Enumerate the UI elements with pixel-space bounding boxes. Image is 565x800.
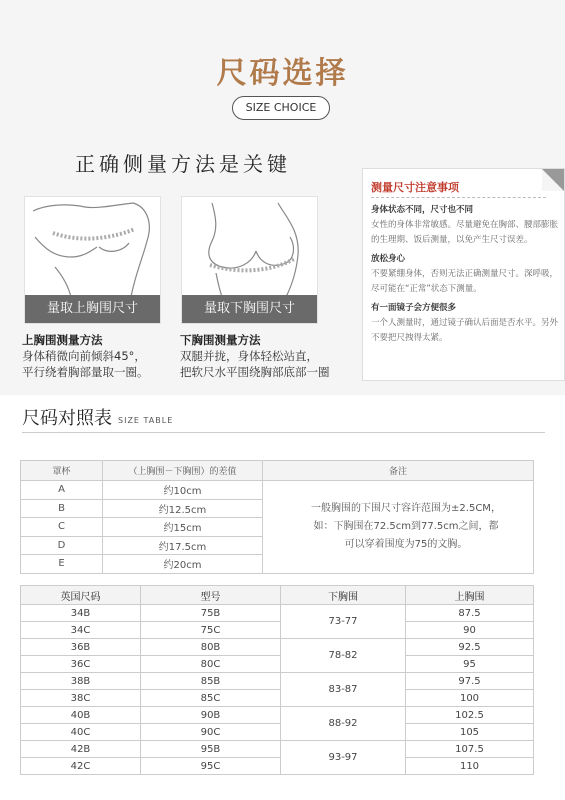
under-bust-label: 量取下胸围尺寸 xyxy=(182,295,317,323)
model-cell: 95C xyxy=(141,758,281,775)
model-cell: 85B xyxy=(141,673,281,690)
uk-size-cell: 42C xyxy=(21,758,141,775)
cup-cell: C xyxy=(21,518,103,537)
size-table-title: 尺码对照表 xyxy=(22,408,112,429)
cup-difference-table xyxy=(20,460,534,574)
measurement-notes-card xyxy=(362,168,565,381)
table-header: 罩杯 xyxy=(21,461,103,481)
model-cell: 90C xyxy=(141,724,281,741)
table-header: 型号 xyxy=(141,586,281,605)
overbust-cell: 97.5 xyxy=(406,673,534,690)
model-cell: 90B xyxy=(141,707,281,724)
underbust-cell: 83-87 xyxy=(281,673,406,707)
cup-note xyxy=(263,481,534,574)
notes-body xyxy=(371,203,561,350)
note-heading: 有一面镜子会方便很多 xyxy=(371,303,457,313)
uk-size-cell: 38C xyxy=(21,690,141,707)
difference-cell: 约15cm xyxy=(103,518,263,537)
note-heading: 身体状态不同，尺寸也不同 xyxy=(371,205,474,215)
underbust-cell: 78-82 xyxy=(281,639,406,673)
cup-note-line: 如：下胸围在72.5cm到77.5cm之间，都 xyxy=(313,520,499,532)
page-title: 尺码选择 xyxy=(216,56,349,91)
under-bust-illustration xyxy=(181,196,318,324)
model-cell: 95B xyxy=(141,741,281,758)
page-fold-icon xyxy=(542,169,564,191)
under-bust-figure-icon xyxy=(182,197,318,297)
section-divider xyxy=(22,432,545,433)
table-header: 备注 xyxy=(263,461,534,481)
cup-cell: B xyxy=(21,499,103,518)
model-cell: 75C xyxy=(141,622,281,639)
table-header: 下胸围 xyxy=(281,586,406,605)
cup-cell: E xyxy=(21,555,103,574)
note-text: 一个人测量时，通过镜子确认后面是否水平。另外不要把尺拽得太紧。 xyxy=(371,318,559,343)
overbust-cell: 105 xyxy=(406,724,534,741)
notes-divider xyxy=(371,197,546,198)
overbust-cell: 107.5 xyxy=(406,741,534,758)
table-header: 上胸围 xyxy=(406,586,534,605)
cup-cell: A xyxy=(21,481,103,500)
upper-bust-illustration xyxy=(24,196,161,324)
difference-cell: 约17.5cm xyxy=(103,536,263,555)
note-heading: 放松身心 xyxy=(371,254,406,264)
cup-note-line: 可以穿着围度为75的文胸。 xyxy=(344,538,468,550)
underbust-cell: 93-97 xyxy=(281,741,406,775)
difference-cell: 约20cm xyxy=(103,555,263,574)
overbust-cell: 100 xyxy=(406,690,534,707)
under-bust-method-title: 下胸围测量方法 xyxy=(180,333,261,347)
uk-size-cell: 36C xyxy=(21,656,141,673)
uk-size-cell: 36B xyxy=(21,639,141,656)
upper-bust-method-line: 身体稍微向前倾斜45°， xyxy=(22,349,146,363)
uk-size-cell: 42B xyxy=(21,741,141,758)
note-text: 不要紧绷身体，否则无法正确测量尺寸。深呼吸，尽可能在“正常”状态下测量。 xyxy=(371,269,559,294)
model-cell: 80C xyxy=(141,656,281,673)
uk-size-cell: 34C xyxy=(21,622,141,639)
under-bust-method-line: 双腿并拢，身体轻松站直， xyxy=(180,349,318,363)
upper-bust-method-line: 平行绕着胸部量取一圈。 xyxy=(22,365,149,379)
note-text: 女性的身体非常敏感。尽量避免在胸部、腰部膨胀的生理期、饭后测量，以免产生尺寸误差。 xyxy=(371,220,559,245)
under-bust-method xyxy=(180,332,330,380)
upper-bust-method xyxy=(22,332,149,380)
uk-size-cell: 40B xyxy=(21,707,141,724)
difference-cell: 约12.5cm xyxy=(103,499,263,518)
overbust-cell: 87.5 xyxy=(406,605,534,622)
uk-size-cell: 40C xyxy=(21,724,141,741)
under-bust-method-line: 把软尺水平围绕胸部底部一圈 xyxy=(180,365,330,379)
notes-title: 测量尺寸注意事项 xyxy=(371,181,459,194)
size-table-subtitle: SIZE TABLE xyxy=(118,416,174,425)
overbust-cell: 102.5 xyxy=(406,707,534,724)
cup-cell: D xyxy=(21,536,103,555)
upper-bust-figure-icon xyxy=(25,197,161,297)
difference-cell: 约10cm xyxy=(103,481,263,500)
overbust-cell: 110 xyxy=(406,758,534,775)
size-conversion-table xyxy=(20,585,534,775)
table-header: （上胸围－下胸围）的差值 xyxy=(103,461,263,481)
uk-size-cell: 34B xyxy=(21,605,141,622)
table-header: 英国尺码 xyxy=(21,586,141,605)
model-cell: 80B xyxy=(141,639,281,656)
overbust-cell: 90 xyxy=(406,622,534,639)
overbust-cell: 95 xyxy=(406,656,534,673)
upper-bust-method-title: 上胸围测量方法 xyxy=(22,333,103,347)
measurement-subheading: 正确侧量方法是关键 xyxy=(75,152,291,176)
underbust-cell: 88-92 xyxy=(281,707,406,741)
model-cell: 75B xyxy=(141,605,281,622)
upper-bust-label: 量取上胸围尺寸 xyxy=(25,295,160,323)
uk-size-cell: 38B xyxy=(21,673,141,690)
underbust-cell: 73-77 xyxy=(281,605,406,639)
cup-note-line: 一般胸围的下围尺寸容许范围为±2.5CM， xyxy=(311,502,501,514)
size-choice-badge: SIZE CHOICE xyxy=(232,96,330,120)
overbust-cell: 92.5 xyxy=(406,639,534,656)
model-cell: 85C xyxy=(141,690,281,707)
